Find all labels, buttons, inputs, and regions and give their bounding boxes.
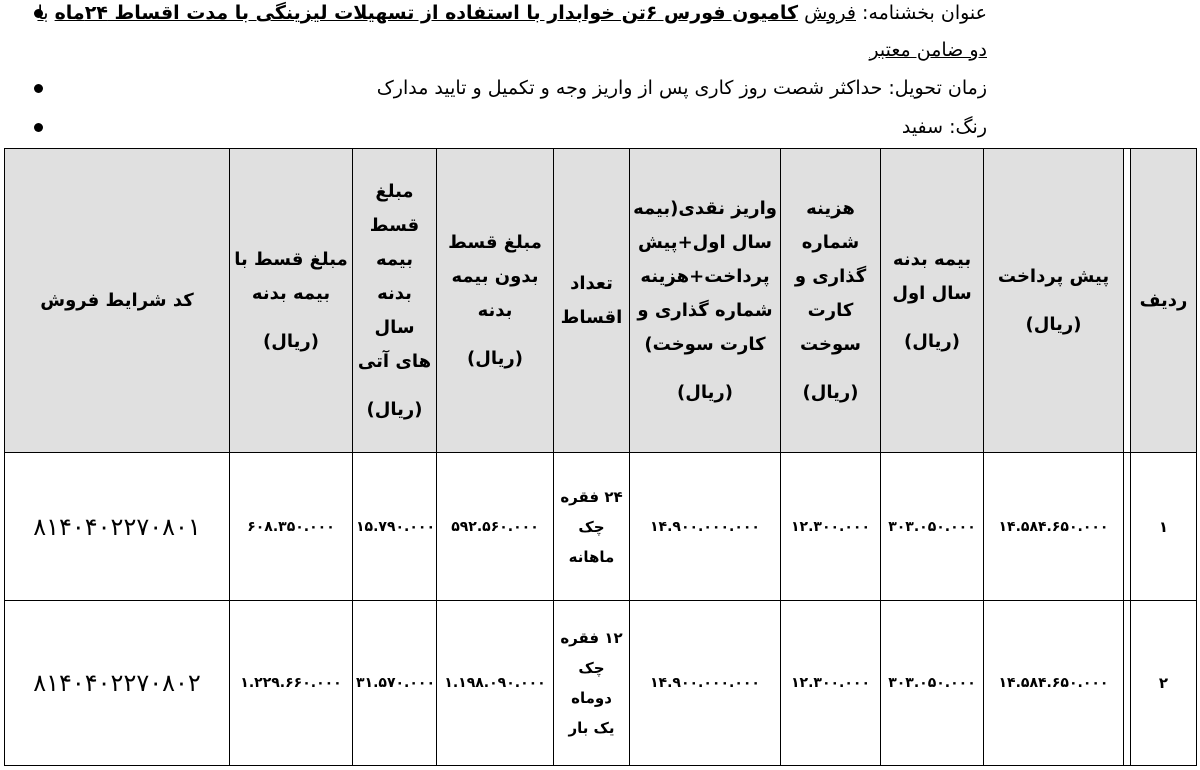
bullet-icon: [34, 123, 43, 132]
cell-prepayment: ۱۴.۵۸۴.۶۵۰.۰۰۰: [984, 453, 1124, 600]
header-row-number: ردیف: [1131, 149, 1197, 453]
cell-installment-count: ۲۴ فقره چک ماهانه: [554, 453, 630, 600]
header-prepayment: پیش پرداخت (ریال): [984, 149, 1124, 453]
header-installment-no-insurance: مبلغ قسط بدون بیمه بدنه (ریال): [437, 149, 554, 453]
subject-suffix: با: [37, 2, 49, 24]
cell-spacer: [1124, 453, 1131, 600]
header-installment-future-insurance: مبلغ قسط بیمه بدنه سال های آتی (ریال): [353, 149, 437, 453]
cell-spacer: [1124, 600, 1131, 765]
cell-cash-payment: ۱۴.۹۰۰.۰۰۰.۰۰۰: [630, 600, 781, 765]
table-row: [5, 453, 1197, 600]
cell-row-number: ۱: [1131, 453, 1197, 600]
cell-cash-payment: ۱۴.۹۰۰.۰۰۰.۰۰۰: [630, 453, 781, 600]
header-sales-code: کد شرایط فروش: [5, 149, 230, 453]
header-plate-fuelcard-cost: هزینه شماره گذاری و کارت سوخت (ریال): [781, 149, 881, 453]
header-installment-with-insurance: مبلغ قسط با بیمه بدنه (ریال): [230, 149, 353, 453]
delivery-line: زمان تحویل: حداکثر شصت روز کاری پس از واریز وجه و تکمیل و تایید مدارک: [376, 77, 987, 99]
cell-first-year-insurance: ۳۰۳.۰۵۰.۰۰۰: [881, 600, 984, 765]
cell-plate-fuelcard-cost: ۱۲.۳۰۰.۰۰۰: [781, 600, 881, 765]
subject-main: کامیون فورس ۶تن خوابدار با استفاده از تسهیلات لیزینگی با مدت اقساط ۲۴ماه: [54, 2, 799, 24]
header-cash-payment: واریز نقدی(بیمه سال اول+پیش پرداخت+هزینه شماره گذاری و کارت سوخت) (ریال): [630, 149, 781, 453]
cell-installment-no-insurance: ۵۹۲.۵۶۰.۰۰۰: [437, 453, 554, 600]
table-header-row: [5, 149, 1197, 453]
cell-sales-code: ۸۱۴۰۴۰۲۲۷۰۸۰۲: [5, 600, 230, 765]
cell-installment-future-insurance: ۱۵.۷۹۰.۰۰۰: [353, 453, 437, 600]
cell-prepayment: ۱۴.۵۸۴.۶۵۰.۰۰۰: [984, 600, 1124, 765]
cell-sales-code: ۸۱۴۰۴۰۲۲۷۰۸۰۱: [5, 453, 230, 600]
subject-continuation: دو ضامن معتبر: [869, 39, 987, 61]
table-row: [5, 600, 1197, 765]
header-installment-count: تعداد اقساط: [554, 149, 630, 453]
cell-row-number: ۲: [1131, 600, 1197, 765]
bullet-icon: [34, 84, 43, 93]
subject-prefix: فروش: [804, 2, 856, 24]
cell-installment-with-insurance: ۱.۲۲۹.۶۶۰.۰۰۰: [230, 600, 353, 765]
cell-installment-future-insurance: ۳۱.۵۷۰.۰۰۰: [353, 600, 437, 765]
cell-first-year-insurance: ۳۰۳.۰۵۰.۰۰۰: [881, 453, 984, 600]
subject-label: عنوان بخشنامه:: [862, 2, 987, 24]
cell-installment-with-insurance: ۶۰۸.۳۵۰.۰۰۰: [230, 453, 353, 600]
header-spacer: [1124, 149, 1131, 453]
cell-installment-count: ۱۲ فقره چک دوماه یک بار: [554, 600, 630, 765]
cell-plate-fuelcard-cost: ۱۲.۳۰۰.۰۰۰: [781, 453, 881, 600]
sales-conditions-table: [4, 148, 1197, 766]
header-first-year-insurance: بیمه بدنه سال اول (ریال): [881, 149, 984, 453]
cell-installment-no-insurance: ۱.۱۹۸.۰۹۰.۰۰۰: [437, 600, 554, 765]
subject-line: [37, 0, 987, 26]
color-line: رنگ: سفید: [901, 116, 987, 138]
